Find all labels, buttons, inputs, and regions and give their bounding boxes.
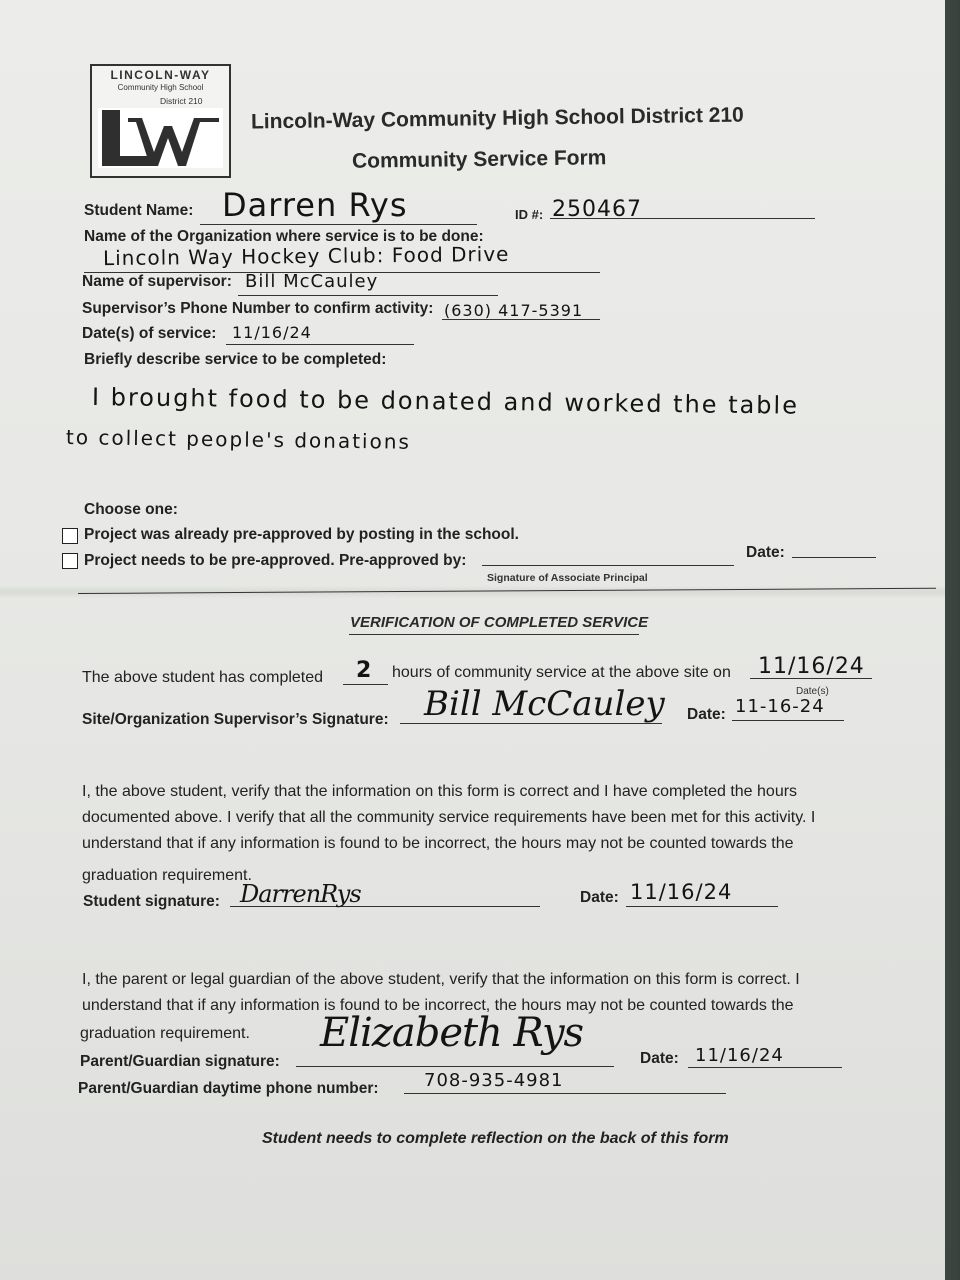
- approval-date-line: [792, 557, 876, 558]
- preapproved-option-label: Project was already pre-approved by posting in the school.: [84, 526, 519, 543]
- student-id-label: ID #:: [515, 207, 544, 222]
- logo-name: LINCOLN-WAY: [110, 68, 211, 82]
- parent-date-line: [688, 1067, 842, 1068]
- student-date-line: [626, 906, 778, 907]
- student-id-value[interactable]: 250467: [552, 197, 642, 222]
- approval-date-label: Date:: [746, 544, 785, 561]
- verification-heading-underline: [349, 634, 639, 635]
- parent-date-label: Date:: [640, 1050, 679, 1067]
- dates-caption: Date(s): [796, 686, 829, 697]
- student-date-label: Date:: [580, 889, 619, 906]
- school-logo: [90, 64, 231, 178]
- supervisor-signature-label: Site/Organization Supervisor’s Signature:: [82, 711, 389, 728]
- service-date-value[interactable]: 11/16/24: [232, 323, 312, 342]
- parent-verify-line-1: I, the parent or legal guardian of the above student, verify that the information on this form is correct. I: [82, 971, 800, 988]
- description-line-1[interactable]: I brought food to be donated and worked the table: [91, 383, 800, 420]
- parent-phone-label: Parent/Guardian daytime phone number:: [78, 1080, 379, 1097]
- parent-signature-label: Parent/Guardian signature:: [80, 1053, 280, 1070]
- logo-subtitle: Community High School: [117, 83, 204, 92]
- associate-principal-caption: Signature of Associate Principal: [487, 572, 648, 584]
- preapproved-checkbox[interactable]: [62, 528, 78, 544]
- student-verify-line-2: documented above. I verify that all the community service requirements have been met for this activity. I: [82, 809, 816, 826]
- logo-district: District 210: [160, 96, 203, 106]
- student-name-value[interactable]: Darren Rys: [222, 186, 408, 224]
- supervisor-date-value[interactable]: 11-16-24: [735, 696, 825, 717]
- completed-suffix: hours of community service at the above site on: [392, 664, 731, 681]
- form-subtitle: Community Service Form: [351, 146, 607, 173]
- parent-verify-line-3: graduation requirement.: [80, 1025, 250, 1042]
- footer-note: Student needs to complete reflection on the back of this form: [262, 1130, 729, 1147]
- form-title: Lincoln-Way Community High School District 210: [250, 103, 744, 134]
- student-signature-label: Student signature:: [83, 893, 220, 910]
- parent-date-value[interactable]: 11/16/24: [695, 1045, 784, 1066]
- needs-approval-option-label: Project needs to be pre-approved. Pre-approved by:: [84, 552, 467, 569]
- completed-prefix: The above student has completed: [82, 669, 324, 686]
- site-date-value[interactable]: 11/16/24: [758, 654, 865, 679]
- student-name-label: Student Name:: [84, 202, 194, 219]
- parent-phone-value[interactable]: 708-935-4981: [424, 1070, 564, 1091]
- supervisor-phone-label: Supervisor’s Phone Number to confirm activity:: [82, 300, 434, 317]
- service-date-label: Date(s) of service:: [82, 325, 217, 342]
- supervisor-value[interactable]: Bill McCauley: [245, 271, 379, 292]
- student-name-line: [200, 224, 477, 225]
- needs-approval-checkbox[interactable]: [62, 553, 78, 569]
- associate-principal-signature-line: [482, 565, 734, 566]
- supervisor-line: [238, 295, 498, 296]
- describe-label: Briefly describe service to be completed:: [84, 351, 387, 368]
- logo-lw-mark: [98, 108, 223, 168]
- organization-label: Name of the Organization where service is to be done:: [84, 228, 484, 245]
- student-date-value[interactable]: 11/16/24: [630, 880, 733, 904]
- service-date-line: [226, 344, 414, 345]
- parent-signature-value[interactable]: Elizabeth Rys: [320, 1010, 584, 1056]
- supervisor-date-label: Date:: [687, 706, 726, 723]
- supervisor-date-line: [732, 720, 844, 721]
- student-verify-line-1: I, the above student, verify that the information on this form is correct and I have completed the hours: [82, 783, 798, 800]
- parent-verify-line-2: understand that if any information is found to be incorrect, the hours may not be counted towards the: [82, 997, 794, 1014]
- parent-signature-line: [296, 1066, 614, 1067]
- student-signature-value[interactable]: DarrenRys: [240, 880, 361, 908]
- description-line-2[interactable]: to collect people's donations: [65, 425, 412, 454]
- parent-phone-line: [404, 1093, 726, 1094]
- supervisor-phone-value[interactable]: (630) 417-5391: [444, 301, 584, 320]
- supervisor-signature-value[interactable]: Bill McCauley: [424, 684, 665, 724]
- supervisor-label: Name of supervisor:: [82, 273, 232, 290]
- verification-heading: VERIFICATION OF COMPLETED SERVICE: [350, 614, 649, 631]
- student-verify-line-4: graduation requirement.: [82, 867, 252, 884]
- choose-one-label: Choose one:: [84, 501, 178, 518]
- hours-line: [343, 684, 388, 685]
- hours-value[interactable]: 2: [356, 658, 373, 683]
- student-verify-line-3: understand that if any information is found to be incorrect, the hours may not be counted towards the: [82, 835, 794, 852]
- organization-value[interactable]: Lincoln Way Hockey Club: Food Drive: [102, 241, 510, 271]
